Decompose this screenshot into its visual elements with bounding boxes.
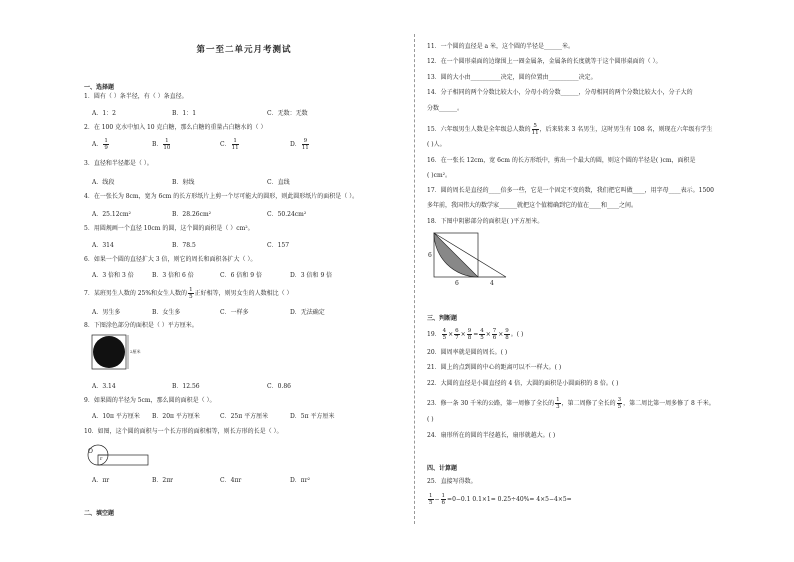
- q5-option-c: C．157: [267, 242, 290, 249]
- q8-stem: 8．下图涂色部分的面积是（ ）平方厘米。: [84, 322, 198, 329]
- q7-option-d: D．无法确定: [290, 309, 325, 316]
- q1-option-b: B．1：1: [172, 110, 197, 117]
- q25-stem: 25．直接写得数。: [427, 478, 477, 485]
- q4-option-c: C．50.24cm²: [267, 211, 307, 218]
- q6-stem: 6．如果一个圆的直径扩大 3 倍，则它的周长和面积各扩大（ ）。: [84, 256, 257, 263]
- q21: 21．圆上的点到圆的中心的距离可以不一样大。( ): [427, 364, 562, 371]
- q15-line1: 15．六年级男生人数是全年级总人数的 $\frac{5}{11}$ ，后来转来 3 名男生，这时男生有 108 名，则现在六年级有学生: [427, 123, 713, 136]
- q5-option-b: B．78.5: [172, 242, 196, 249]
- q2-stem: 2．在 100 克水中加入 10 克白糖，那么白糖的重量占白糖水的（ ）: [84, 124, 267, 131]
- q3-option-c: C．直线: [267, 179, 290, 186]
- q6-option-b: B．3 倍和 6 倍: [152, 272, 194, 279]
- page-title: 第一至二单元月考测试: [196, 45, 292, 55]
- q24: 24．扇形所在的圆的半径越长，扇形就越大。( ): [427, 432, 556, 439]
- q12: 12．在一个圆形桌面的边缘围上一圈金属条，金属条的长度就等于这个圆形桌面的（ ）。: [427, 58, 662, 65]
- q1-stem: 1．圆有（ ）条半径，有（ ）条直径。: [84, 93, 188, 100]
- q3-option-b: B．射线: [172, 179, 195, 186]
- q16-line2: ( )cm²。: [427, 172, 452, 179]
- q3-stem: 3．直径和半径都是（ ）。: [84, 160, 153, 167]
- q4-option-a: A．25.12cm²: [92, 211, 131, 218]
- q17-line1: 17．圆的周长是直径的____倍多一些，它是一个固定不变的数，我们把它叫做____，用字母____表示。1500: [427, 187, 714, 194]
- q2-option-b: B． $\frac{1}{10}$: [152, 138, 171, 151]
- q8-option-c: C．0.86: [267, 383, 291, 390]
- q8-option-a: A．3.14: [92, 383, 116, 390]
- q23-line1: 23．修一条 30 千米的公路，第一周修了全长的 $\frac{1}{3}$ ，第二周修了全长的 $\frac{3}{5}$ ，第二周比第一周多修了 8 千米。: [427, 397, 715, 410]
- q9-option-c: C．25π 平方厘米: [220, 413, 269, 420]
- q16-line1: 16．在一张长 12cm，宽 6cm 的长方形纸中，剪出一个最大的圆，则这个圆的半径是( )cm，面积是: [427, 157, 696, 164]
- q7-stem: 7．某班男生人数的 25%和女生人数的 $\frac{1}{5}$ 正好相等，则男女生的人数相比（ ）: [84, 287, 293, 300]
- q23-line2: ( ): [427, 416, 434, 423]
- q8-option-b: B．12.56: [172, 383, 200, 390]
- q3-option-a: A．线段: [92, 179, 115, 186]
- q6-option-c: C．6 倍和 9 倍: [220, 272, 262, 279]
- q10-option-d: D．πr²: [290, 477, 311, 484]
- q2-option-a: A． $\frac{1}{9}$: [92, 138, 108, 151]
- q19: 19． $\frac{4}{5}$ × $\frac{6}{7}$ × $\frac{9}{8}$ = $\frac{4}{5}$ × $\frac{7}{6}$ × $\frac{9}{8}$ 。( ): [427, 328, 524, 341]
- q17-line2: 多年前，我国伟大的数学家______就把这个值精确到它的值在____和____之间。: [427, 202, 638, 209]
- q14-line2: 分数______。: [427, 105, 464, 112]
- q1-option-c: C．无数：无数: [267, 110, 308, 117]
- q18-figure: [434, 233, 514, 285]
- q6-option-d: D．3 倍和 9 倍: [290, 272, 333, 279]
- q1-option-a: A．1：2: [92, 110, 116, 117]
- q10-stem: 10．如图，这个圆的面积与一个长方形的面积相等，则长方形的长是（ ）。: [84, 428, 283, 435]
- q14-line1: 14．分子相同的两个分数比较大小，分母小的分数______，分母相同的两个分数比较大小，分子大的: [427, 89, 693, 96]
- q4-option-b: B．28.26cm²: [172, 211, 212, 218]
- q6-option-a: A．3 倍和 3 倍: [92, 272, 134, 279]
- q4-stem: 4．在一张长为 8cm，宽为 6cm 的长方形纸片上剪一个尽可能大的圆形，则此圆形纸片的面积是（ ）。: [84, 193, 359, 200]
- q25-expressions: $\frac{1}{5}$ − $\frac{1}{6}$ =0−0.1 0.1×1= 0.25÷40%= 4×5−4×5=: [429, 493, 572, 506]
- q20: 20．圆周率就是圆的周长。( ): [427, 349, 508, 356]
- section-judge: 三、判断题: [427, 315, 458, 322]
- q10-option-c: C．4πr: [220, 477, 242, 484]
- q5-option-a: A．314: [92, 242, 114, 249]
- q10-option-b: B．2πr: [152, 477, 174, 484]
- q9-option-d: D．5π 平方厘米: [290, 413, 335, 420]
- q9-option-b: B．20π 平方厘米: [152, 413, 200, 420]
- q10-rectangle: [98, 455, 148, 465]
- q9-stem: 9．如果圆的半径为 5cm，那么圆的面积是（ ）。: [84, 397, 216, 404]
- q13: 13．圆的大小由__________决定，圆的位置由__________决定。: [427, 74, 597, 81]
- q7-option-a: A．男生多: [92, 309, 121, 316]
- column-divider: [414, 34, 415, 524]
- q18-dim-extra: 4: [490, 280, 494, 287]
- q10-figure: [86, 443, 156, 468]
- section-fill: 二、填空题: [84, 510, 115, 517]
- q15-line2: ( )人。: [427, 141, 446, 148]
- q7-option-c: C．一样多: [220, 309, 249, 316]
- q5-stem: 5．用圆规画一个直径 10cm 的圆，这个圆的面积是（ ）cm²。: [84, 225, 254, 232]
- q8-circle: [93, 336, 125, 368]
- q18-shaded-region: [434, 233, 478, 277]
- q10-radius-label: r: [100, 456, 103, 462]
- section-choice: 一、选择题: [84, 84, 115, 91]
- q10-option-a: A．πr: [92, 477, 110, 484]
- q11: 11．一个圆的直径是 a 米，这个圆的半径是______米。: [427, 43, 575, 50]
- q10-center-label: O: [88, 448, 93, 455]
- q18-stem: 18．下图中阴影部分的面积是( )平方厘米。: [427, 218, 544, 225]
- q18-dim-bottom: 6: [455, 280, 459, 287]
- q2-option-d: D． $\frac{9}{11}$: [290, 138, 309, 151]
- q2-option-c: C． $\frac{1}{11}$: [220, 138, 239, 151]
- q9-option-a: A．10π 平方厘米: [92, 413, 140, 420]
- q8-dim-label: 2厘米: [130, 349, 141, 354]
- section-calc: 四、计算题: [427, 465, 458, 472]
- q18-dim-left: 6: [428, 252, 432, 259]
- q22: 22．大圆的直径是小圆直径的 4 倍，大圆的面积是小圆面积的 8 倍。( ): [427, 380, 619, 387]
- q7-option-b: B．女生多: [152, 309, 181, 316]
